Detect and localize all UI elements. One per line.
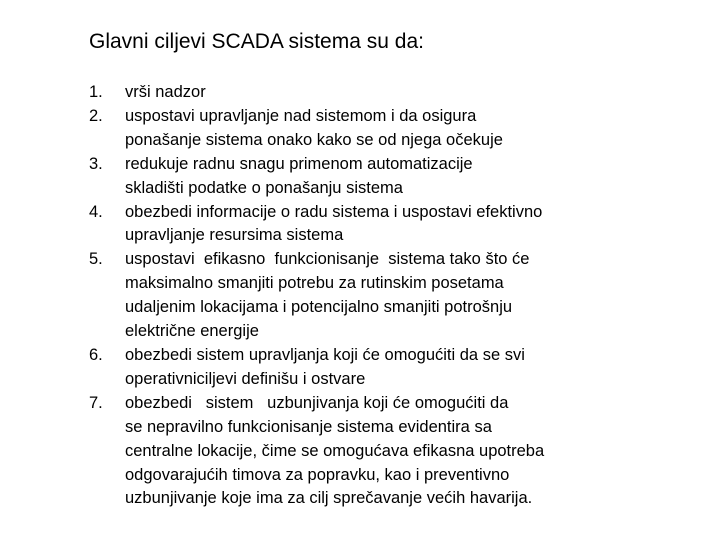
list-item-line: odgovarajućih timova za popravku, kao i preventivno [125,465,510,484]
list-item-line: maksimalno smanjiti potrebu za rutinskim posetama [125,274,504,293]
list-item-number: 1. [89,83,103,101]
list-item-number: 5. [89,250,103,269]
list-item-line: centralne lokacije, čime se omogućava efikasna upotreba [125,441,545,460]
list-item-line: ponašanje sistema onako kako se od njega očekuje [125,130,503,149]
list-item-number: 7. [89,393,103,412]
list-item [89,344,709,392]
list-item-line: udaljenim lokacijama i potencijalno smanjiti potrošnju [125,298,513,317]
slide-title: Glavni ciljevi SCADA sistema su da: [89,30,424,53]
list-item-line: uspostavi efikasno funkcionisanje sistema tako što će [125,250,530,269]
list-item-line: se nepravilno funkcionisanje sistema evidentira sa [125,417,492,436]
list-item [89,201,709,249]
list-item-line: uspostavi upravljanje nad sistemom i da osigura [125,106,477,125]
list-item [89,153,709,201]
list-item-line: vrši nadzor [125,83,206,101]
list-item-number: 6. [89,345,103,364]
list-item [89,248,709,344]
list-item [89,392,709,512]
list-item-line: redukuje radnu snagu primenom automatizacije [125,154,473,173]
list-item [89,105,709,153]
list-item-line: skladišti podatke o ponašanju sistema [125,178,403,197]
list-item [89,81,709,105]
goals-list [89,81,709,511]
list-item-line: obezbedi sistem uzbunjivanja koji će omogućiti da [125,393,509,412]
list-item-line: obezbedi informacije o radu sistema i uspostavi efektivno [125,202,543,221]
list-item-line: upravljanje resursima sistema [125,226,344,245]
list-item-line: električne energije [125,322,259,341]
list-item-number: 4. [89,202,103,221]
list-item-line: operativniciljevi definišu i ostvare [125,369,366,388]
list-item-number: 2. [89,106,103,125]
list-item-number: 3. [89,154,103,173]
list-item-line: obezbedi sistem upravljanja koji će omogućiti da se svi [125,345,525,364]
list-item-line: uzbunjivanje koje ima za cilj sprečavanje većih havarija. [125,489,533,508]
